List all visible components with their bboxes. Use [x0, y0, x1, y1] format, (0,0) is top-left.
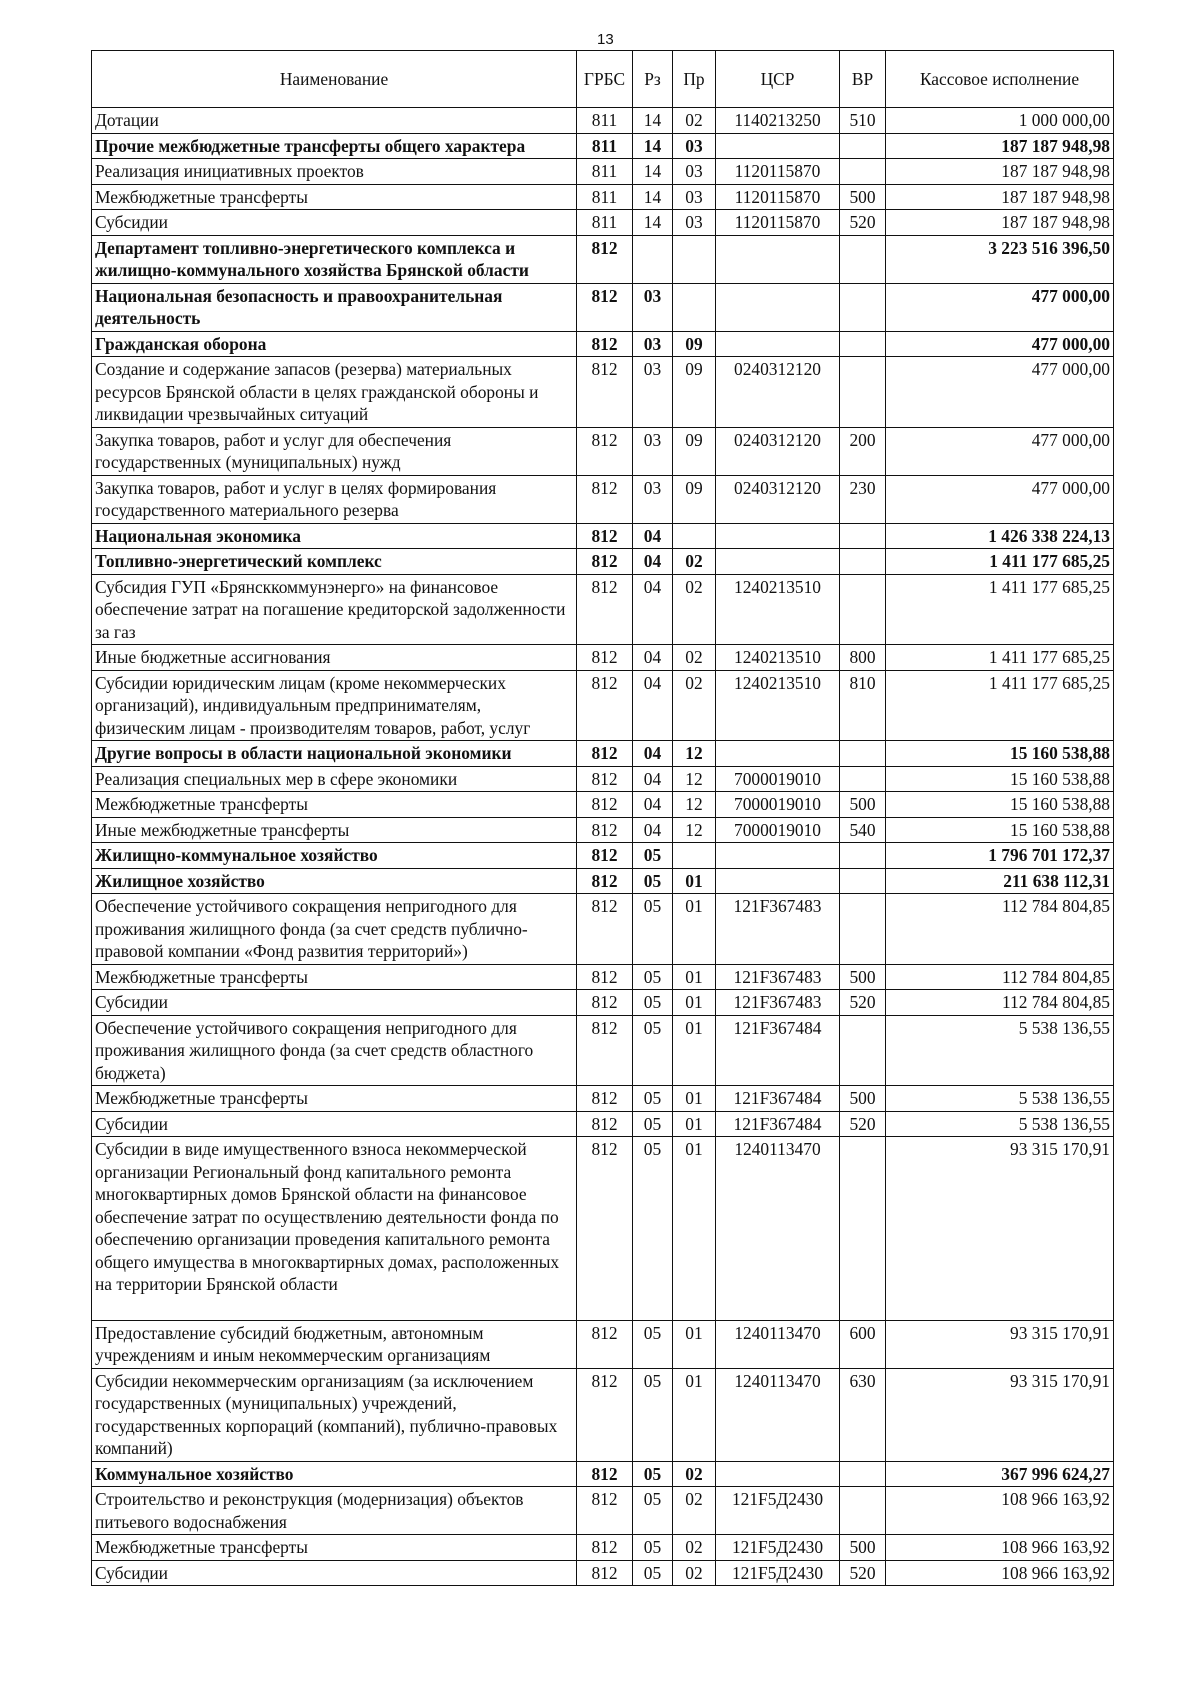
cell-vr: 810 — [840, 670, 886, 741]
cell-csr: 121F367484 — [716, 1111, 840, 1137]
cell-name: Коммунальное хозяйство — [92, 1461, 577, 1487]
cell-csr: 1240113470 — [716, 1137, 840, 1321]
cell-pr: 09 — [673, 357, 716, 428]
table-row — [92, 1320, 1114, 1368]
cell-amount: 108 966 163,92 — [886, 1560, 1114, 1586]
cell-grbs: 811 — [577, 159, 633, 185]
cell-vr: 520 — [840, 210, 886, 236]
cell-pr: 03 — [673, 159, 716, 185]
cell-name: Субсидии — [92, 990, 577, 1016]
cell-name: Топливно-энергетический комплекс — [92, 549, 577, 575]
cell-csr — [716, 868, 840, 894]
cell-grbs: 812 — [577, 1535, 633, 1561]
cell-grbs: 812 — [577, 357, 633, 428]
cell-rz: 04 — [633, 574, 673, 645]
cell-grbs: 812 — [577, 792, 633, 818]
cell-amount: 477 000,00 — [886, 357, 1114, 428]
table-header-row — [92, 51, 1114, 108]
cell-amount: 15 160 538,88 — [886, 741, 1114, 767]
cell-name: Другие вопросы в области национальной экономики — [92, 741, 577, 767]
cell-vr: 630 — [840, 1368, 886, 1461]
cell-vr — [840, 574, 886, 645]
cell-pr: 01 — [673, 1137, 716, 1321]
table-row — [92, 1560, 1114, 1586]
cell-name: Жилищное хозяйство — [92, 868, 577, 894]
cell-rz: 05 — [633, 1320, 673, 1368]
cell-amount: 367 996 624,27 — [886, 1461, 1114, 1487]
cell-vr — [840, 331, 886, 357]
table-row — [92, 817, 1114, 843]
table-row — [92, 1015, 1114, 1086]
cell-pr: 02 — [673, 549, 716, 575]
cell-grbs: 812 — [577, 235, 633, 283]
table-row — [92, 792, 1114, 818]
cell-grbs: 812 — [577, 1320, 633, 1368]
cell-vr: 520 — [840, 1111, 886, 1137]
cell-pr: 12 — [673, 741, 716, 767]
cell-amount: 15 160 538,88 — [886, 792, 1114, 818]
cell-name: Межбюджетные трансферты — [92, 184, 577, 210]
cell-amount: 1 411 177 685,25 — [886, 549, 1114, 575]
cell-pr: 12 — [673, 792, 716, 818]
cell-grbs: 812 — [577, 817, 633, 843]
cell-name: Национальная безопасность и правоохранительная деятельность — [92, 283, 577, 331]
cell-amount: 5 538 136,55 — [886, 1111, 1114, 1137]
cell-pr: 01 — [673, 990, 716, 1016]
cell-amount: 1 796 701 172,37 — [886, 843, 1114, 869]
cell-csr: 1240213510 — [716, 574, 840, 645]
cell-name: Межбюджетные трансферты — [92, 964, 577, 990]
cell-name: Субсидии — [92, 1111, 577, 1137]
cell-csr — [716, 283, 840, 331]
cell-pr: 02 — [673, 645, 716, 671]
cell-name: Субсидии юридическим лицам (кроме некоммерческих организаций), индивидуальным предпринимателям, физическим лицам - производителям товаров, работ, услуг — [92, 670, 577, 741]
cell-amount: 112 784 804,85 — [886, 964, 1114, 990]
cell-grbs: 811 — [577, 108, 633, 134]
cell-vr — [840, 235, 886, 283]
cell-name: Дотации — [92, 108, 577, 134]
cell-pr: 12 — [673, 766, 716, 792]
table-row — [92, 357, 1114, 428]
cell-grbs: 812 — [577, 1461, 633, 1487]
cell-grbs: 812 — [577, 868, 633, 894]
cell-pr: 01 — [673, 964, 716, 990]
column-header-csr: ЦСР — [716, 51, 840, 108]
cell-pr: 02 — [673, 1487, 716, 1535]
cell-csr: 1240113470 — [716, 1320, 840, 1368]
cell-pr — [673, 235, 716, 283]
cell-pr: 03 — [673, 184, 716, 210]
table-row — [92, 645, 1114, 671]
cell-pr: 09 — [673, 475, 716, 523]
table-row — [92, 210, 1114, 236]
cell-rz: 04 — [633, 670, 673, 741]
cell-grbs: 812 — [577, 523, 633, 549]
cell-grbs: 812 — [577, 427, 633, 475]
cell-rz: 03 — [633, 331, 673, 357]
cell-vr: 520 — [840, 990, 886, 1016]
cell-vr — [840, 741, 886, 767]
cell-name: Предоставление субсидий бюджетным, автономным учреждениям и иным некоммерческим организациям — [92, 1320, 577, 1368]
cell-csr: 0240312120 — [716, 357, 840, 428]
cell-csr: 121F367484 — [716, 1015, 840, 1086]
cell-rz: 03 — [633, 357, 673, 428]
cell-grbs: 812 — [577, 574, 633, 645]
cell-name: Гражданская оборона — [92, 331, 577, 357]
cell-amount: 211 638 112,31 — [886, 868, 1114, 894]
cell-rz: 03 — [633, 283, 673, 331]
cell-grbs: 811 — [577, 133, 633, 159]
cell-csr: 121F5Д2430 — [716, 1535, 840, 1561]
cell-csr: 1140213250 — [716, 108, 840, 134]
cell-amount: 93 315 170,91 — [886, 1368, 1114, 1461]
cell-amount: 477 000,00 — [886, 427, 1114, 475]
cell-rz: 05 — [633, 990, 673, 1016]
table-row — [92, 283, 1114, 331]
cell-name: Национальная экономика — [92, 523, 577, 549]
cell-vr — [840, 1015, 886, 1086]
cell-rz: 05 — [633, 1368, 673, 1461]
table-row — [92, 133, 1114, 159]
cell-pr: 03 — [673, 210, 716, 236]
cell-rz: 03 — [633, 427, 673, 475]
cell-amount: 108 966 163,92 — [886, 1535, 1114, 1561]
cell-csr: 121F5Д2430 — [716, 1560, 840, 1586]
table-row — [92, 235, 1114, 283]
cell-csr: 1120115870 — [716, 210, 840, 236]
cell-vr: 500 — [840, 184, 886, 210]
cell-pr: 02 — [673, 670, 716, 741]
cell-grbs: 812 — [577, 1368, 633, 1461]
table-row — [92, 159, 1114, 185]
cell-amount: 3 223 516 396,50 — [886, 235, 1114, 283]
table-row — [92, 766, 1114, 792]
table-row — [92, 1487, 1114, 1535]
table-row — [92, 843, 1114, 869]
cell-name: Субсидии некоммерческим организациям (за исключением государственных (муниципальных) учреждений, государственных корпораций (компаний), публично-правовых компаний) — [92, 1368, 577, 1461]
cell-name: Субсидии — [92, 210, 577, 236]
cell-name: Субсидии — [92, 1560, 577, 1586]
cell-grbs: 812 — [577, 1137, 633, 1321]
cell-rz: 04 — [633, 549, 673, 575]
table-row — [92, 1461, 1114, 1487]
cell-csr: 121F5Д2430 — [716, 1487, 840, 1535]
page-number: 13 — [597, 31, 614, 48]
table-row — [92, 549, 1114, 575]
cell-grbs: 812 — [577, 1487, 633, 1535]
cell-vr: 540 — [840, 817, 886, 843]
column-header-grbs: ГРБС — [577, 51, 633, 108]
cell-grbs: 811 — [577, 184, 633, 210]
cell-name: Реализация специальных мер в сфере экономики — [92, 766, 577, 792]
cell-vr — [840, 1137, 886, 1321]
cell-rz: 04 — [633, 766, 673, 792]
table-body — [92, 108, 1114, 1586]
cell-vr — [840, 843, 886, 869]
table-row — [92, 108, 1114, 134]
cell-name: Иные межбюджетные трансферты — [92, 817, 577, 843]
cell-grbs: 812 — [577, 645, 633, 671]
cell-rz: 05 — [633, 1137, 673, 1321]
cell-amount: 15 160 538,88 — [886, 766, 1114, 792]
cell-vr: 230 — [840, 475, 886, 523]
cell-grbs: 812 — [577, 766, 633, 792]
cell-rz: 05 — [633, 843, 673, 869]
cell-amount: 5 538 136,55 — [886, 1086, 1114, 1112]
table-row — [92, 894, 1114, 965]
cell-pr: 02 — [673, 1535, 716, 1561]
cell-rz: 05 — [633, 1461, 673, 1487]
cell-csr — [716, 843, 840, 869]
table-row — [92, 427, 1114, 475]
column-header-pr: Пр — [673, 51, 716, 108]
cell-pr — [673, 283, 716, 331]
cell-amount: 15 160 538,88 — [886, 817, 1114, 843]
cell-csr: 7000019010 — [716, 817, 840, 843]
cell-rz: 04 — [633, 792, 673, 818]
cell-name: Обеспечение устойчивого сокращения непригодного для проживания жилищного фонда (за счет средств публично-правовой компании «Фонд развития территорий») — [92, 894, 577, 965]
cell-rz: 14 — [633, 210, 673, 236]
cell-amount: 1 426 338 224,13 — [886, 523, 1114, 549]
cell-name: Жилищно-коммунальное хозяйство — [92, 843, 577, 869]
cell-rz: 14 — [633, 159, 673, 185]
cell-grbs: 812 — [577, 670, 633, 741]
cell-name: Субсидии в виде имущественного взноса некоммерческой организации Региональный фонд капитального ремонта многоквартирных домов Брянской области на финансовое обеспечение затрат по осуществлению деятельности фонда по обеспечению организации проведения капитального ремонта общего имущества в многоквартирных домах, расположенных на территории Брянской области — [92, 1137, 577, 1321]
cell-vr — [840, 1461, 886, 1487]
cell-amount: 187 187 948,98 — [886, 133, 1114, 159]
cell-rz: 05 — [633, 964, 673, 990]
table-row — [92, 1535, 1114, 1561]
cell-grbs: 812 — [577, 843, 633, 869]
table-row — [92, 1111, 1114, 1137]
cell-rz: 05 — [633, 1086, 673, 1112]
table-row — [92, 670, 1114, 741]
cell-amount: 477 000,00 — [886, 331, 1114, 357]
cell-pr: 01 — [673, 1015, 716, 1086]
cell-name: Субсидия ГУП «Брянсккоммунэнерго» на финансовое обеспечение затрат на погашение кредиторской задолженности за газ — [92, 574, 577, 645]
table-row — [92, 990, 1114, 1016]
cell-pr: 03 — [673, 133, 716, 159]
table-row — [92, 1086, 1114, 1112]
cell-amount: 477 000,00 — [886, 475, 1114, 523]
cell-csr: 1240213510 — [716, 645, 840, 671]
cell-amount: 1 411 177 685,25 — [886, 574, 1114, 645]
cell-rz: 04 — [633, 523, 673, 549]
cell-name: Реализация инициативных проектов — [92, 159, 577, 185]
cell-vr — [840, 159, 886, 185]
cell-vr: 200 — [840, 427, 886, 475]
table-row — [92, 574, 1114, 645]
column-header-rz: Рз — [633, 51, 673, 108]
cell-grbs: 812 — [577, 1015, 633, 1086]
table-row — [92, 1368, 1114, 1461]
cell-name: Департамент топливно-энергетического комплекса и жилищно-коммунального хозяйства Брянской области — [92, 235, 577, 283]
cell-vr — [840, 283, 886, 331]
cell-csr — [716, 523, 840, 549]
cell-csr: 121F367484 — [716, 1086, 840, 1112]
cell-vr — [840, 357, 886, 428]
cell-grbs: 811 — [577, 210, 633, 236]
cell-csr — [716, 1461, 840, 1487]
cell-amount: 93 315 170,91 — [886, 1320, 1114, 1368]
cell-grbs: 812 — [577, 549, 633, 575]
cell-amount: 1 000 000,00 — [886, 108, 1114, 134]
cell-pr: 09 — [673, 331, 716, 357]
table-row — [92, 964, 1114, 990]
cell-csr — [716, 235, 840, 283]
cell-rz: 05 — [633, 1535, 673, 1561]
cell-vr — [840, 868, 886, 894]
cell-rz: 04 — [633, 645, 673, 671]
cell-pr: 01 — [673, 1086, 716, 1112]
cell-pr: 01 — [673, 1111, 716, 1137]
cell-pr: 02 — [673, 108, 716, 134]
cell-pr — [673, 843, 716, 869]
cell-rz: 05 — [633, 868, 673, 894]
cell-csr: 0240312120 — [716, 475, 840, 523]
cell-amount: 477 000,00 — [886, 283, 1114, 331]
cell-grbs: 812 — [577, 331, 633, 357]
cell-vr — [840, 523, 886, 549]
table-row — [92, 868, 1114, 894]
cell-pr: 12 — [673, 817, 716, 843]
cell-grbs: 812 — [577, 741, 633, 767]
cell-rz: 05 — [633, 1015, 673, 1086]
table-row — [92, 184, 1114, 210]
cell-name: Строительство и реконструкция (модернизация) объектов питьевого водоснабжения — [92, 1487, 577, 1535]
cell-csr: 1240213510 — [716, 670, 840, 741]
cell-vr — [840, 894, 886, 965]
table-row — [92, 331, 1114, 357]
cell-grbs: 812 — [577, 1111, 633, 1137]
cell-csr: 0240312120 — [716, 427, 840, 475]
cell-grbs: 812 — [577, 894, 633, 965]
cell-name: Обеспечение устойчивого сокращения непригодного для проживания жилищного фонда (за счет средств областного бюджета) — [92, 1015, 577, 1086]
cell-vr — [840, 133, 886, 159]
table-row — [92, 523, 1114, 549]
cell-grbs: 812 — [577, 990, 633, 1016]
cell-vr — [840, 1487, 886, 1535]
cell-amount: 108 966 163,92 — [886, 1487, 1114, 1535]
cell-vr: 510 — [840, 108, 886, 134]
cell-rz: 04 — [633, 817, 673, 843]
table-row — [92, 1137, 1114, 1321]
cell-pr: 01 — [673, 894, 716, 965]
cell-vr — [840, 549, 886, 575]
cell-amount: 112 784 804,85 — [886, 894, 1114, 965]
table-row — [92, 741, 1114, 767]
cell-amount: 112 784 804,85 — [886, 990, 1114, 1016]
cell-csr — [716, 741, 840, 767]
table-row — [92, 475, 1114, 523]
cell-rz: 05 — [633, 1487, 673, 1535]
cell-vr: 500 — [840, 1535, 886, 1561]
cell-rz: 14 — [633, 108, 673, 134]
cell-amount: 187 187 948,98 — [886, 159, 1114, 185]
cell-vr: 600 — [840, 1320, 886, 1368]
cell-amount: 187 187 948,98 — [886, 184, 1114, 210]
cell-name: Иные бюджетные ассигнования — [92, 645, 577, 671]
cell-amount: 1 411 177 685,25 — [886, 670, 1114, 741]
cell-rz — [633, 235, 673, 283]
cell-pr: 02 — [673, 574, 716, 645]
cell-csr: 121F367483 — [716, 990, 840, 1016]
cell-name: Закупка товаров, работ и услуг в целях формирования государственного материального резерва — [92, 475, 577, 523]
cell-vr: 520 — [840, 1560, 886, 1586]
cell-vr — [840, 766, 886, 792]
cell-amount: 187 187 948,98 — [886, 210, 1114, 236]
cell-rz: 05 — [633, 1111, 673, 1137]
cell-name: Межбюджетные трансферты — [92, 1086, 577, 1112]
cell-rz: 14 — [633, 184, 673, 210]
cell-csr — [716, 549, 840, 575]
cell-csr: 121F367483 — [716, 894, 840, 965]
cell-pr: 02 — [673, 1461, 716, 1487]
cell-csr: 1120115870 — [716, 159, 840, 185]
cell-name: Прочие межбюджетные трансферты общего характера — [92, 133, 577, 159]
cell-name: Создание и содержание запасов (резерва) материальных ресурсов Брянской области в целях гражданской обороны и ликвидации чрезвычайных ситуаций — [92, 357, 577, 428]
cell-amount: 5 538 136,55 — [886, 1015, 1114, 1086]
cell-amount: 93 315 170,91 — [886, 1137, 1114, 1321]
cell-grbs: 812 — [577, 1560, 633, 1586]
cell-csr — [716, 331, 840, 357]
cell-vr: 500 — [840, 1086, 886, 1112]
cell-pr: 09 — [673, 427, 716, 475]
column-header-vr: ВР — [840, 51, 886, 108]
cell-csr: 1120115870 — [716, 184, 840, 210]
cell-csr: 121F367483 — [716, 964, 840, 990]
cell-pr: 01 — [673, 868, 716, 894]
cell-name: Межбюджетные трансферты — [92, 1535, 577, 1561]
cell-amount: 1 411 177 685,25 — [886, 645, 1114, 671]
cell-grbs: 812 — [577, 1086, 633, 1112]
cell-rz: 05 — [633, 894, 673, 965]
cell-pr: 01 — [673, 1368, 716, 1461]
column-header-name: Наименование — [92, 51, 577, 108]
cell-grbs: 812 — [577, 283, 633, 331]
cell-grbs: 812 — [577, 964, 633, 990]
cell-rz: 14 — [633, 133, 673, 159]
cell-csr: 7000019010 — [716, 792, 840, 818]
cell-csr: 1240113470 — [716, 1368, 840, 1461]
cell-pr — [673, 523, 716, 549]
cell-pr: 01 — [673, 1320, 716, 1368]
cell-pr: 02 — [673, 1560, 716, 1586]
cell-vr: 500 — [840, 964, 886, 990]
cell-name: Межбюджетные трансферты — [92, 792, 577, 818]
cell-vr: 500 — [840, 792, 886, 818]
cell-rz: 04 — [633, 741, 673, 767]
cell-rz: 05 — [633, 1560, 673, 1586]
budget-execution-table — [91, 50, 1114, 1586]
cell-vr: 800 — [840, 645, 886, 671]
cell-grbs: 812 — [577, 475, 633, 523]
cell-name: Закупка товаров, работ и услуг для обеспечения государственных (муниципальных) нужд — [92, 427, 577, 475]
column-header-amount: Кассовое исполнение — [886, 51, 1114, 108]
cell-csr: 7000019010 — [716, 766, 840, 792]
cell-rz: 03 — [633, 475, 673, 523]
cell-csr — [716, 133, 840, 159]
